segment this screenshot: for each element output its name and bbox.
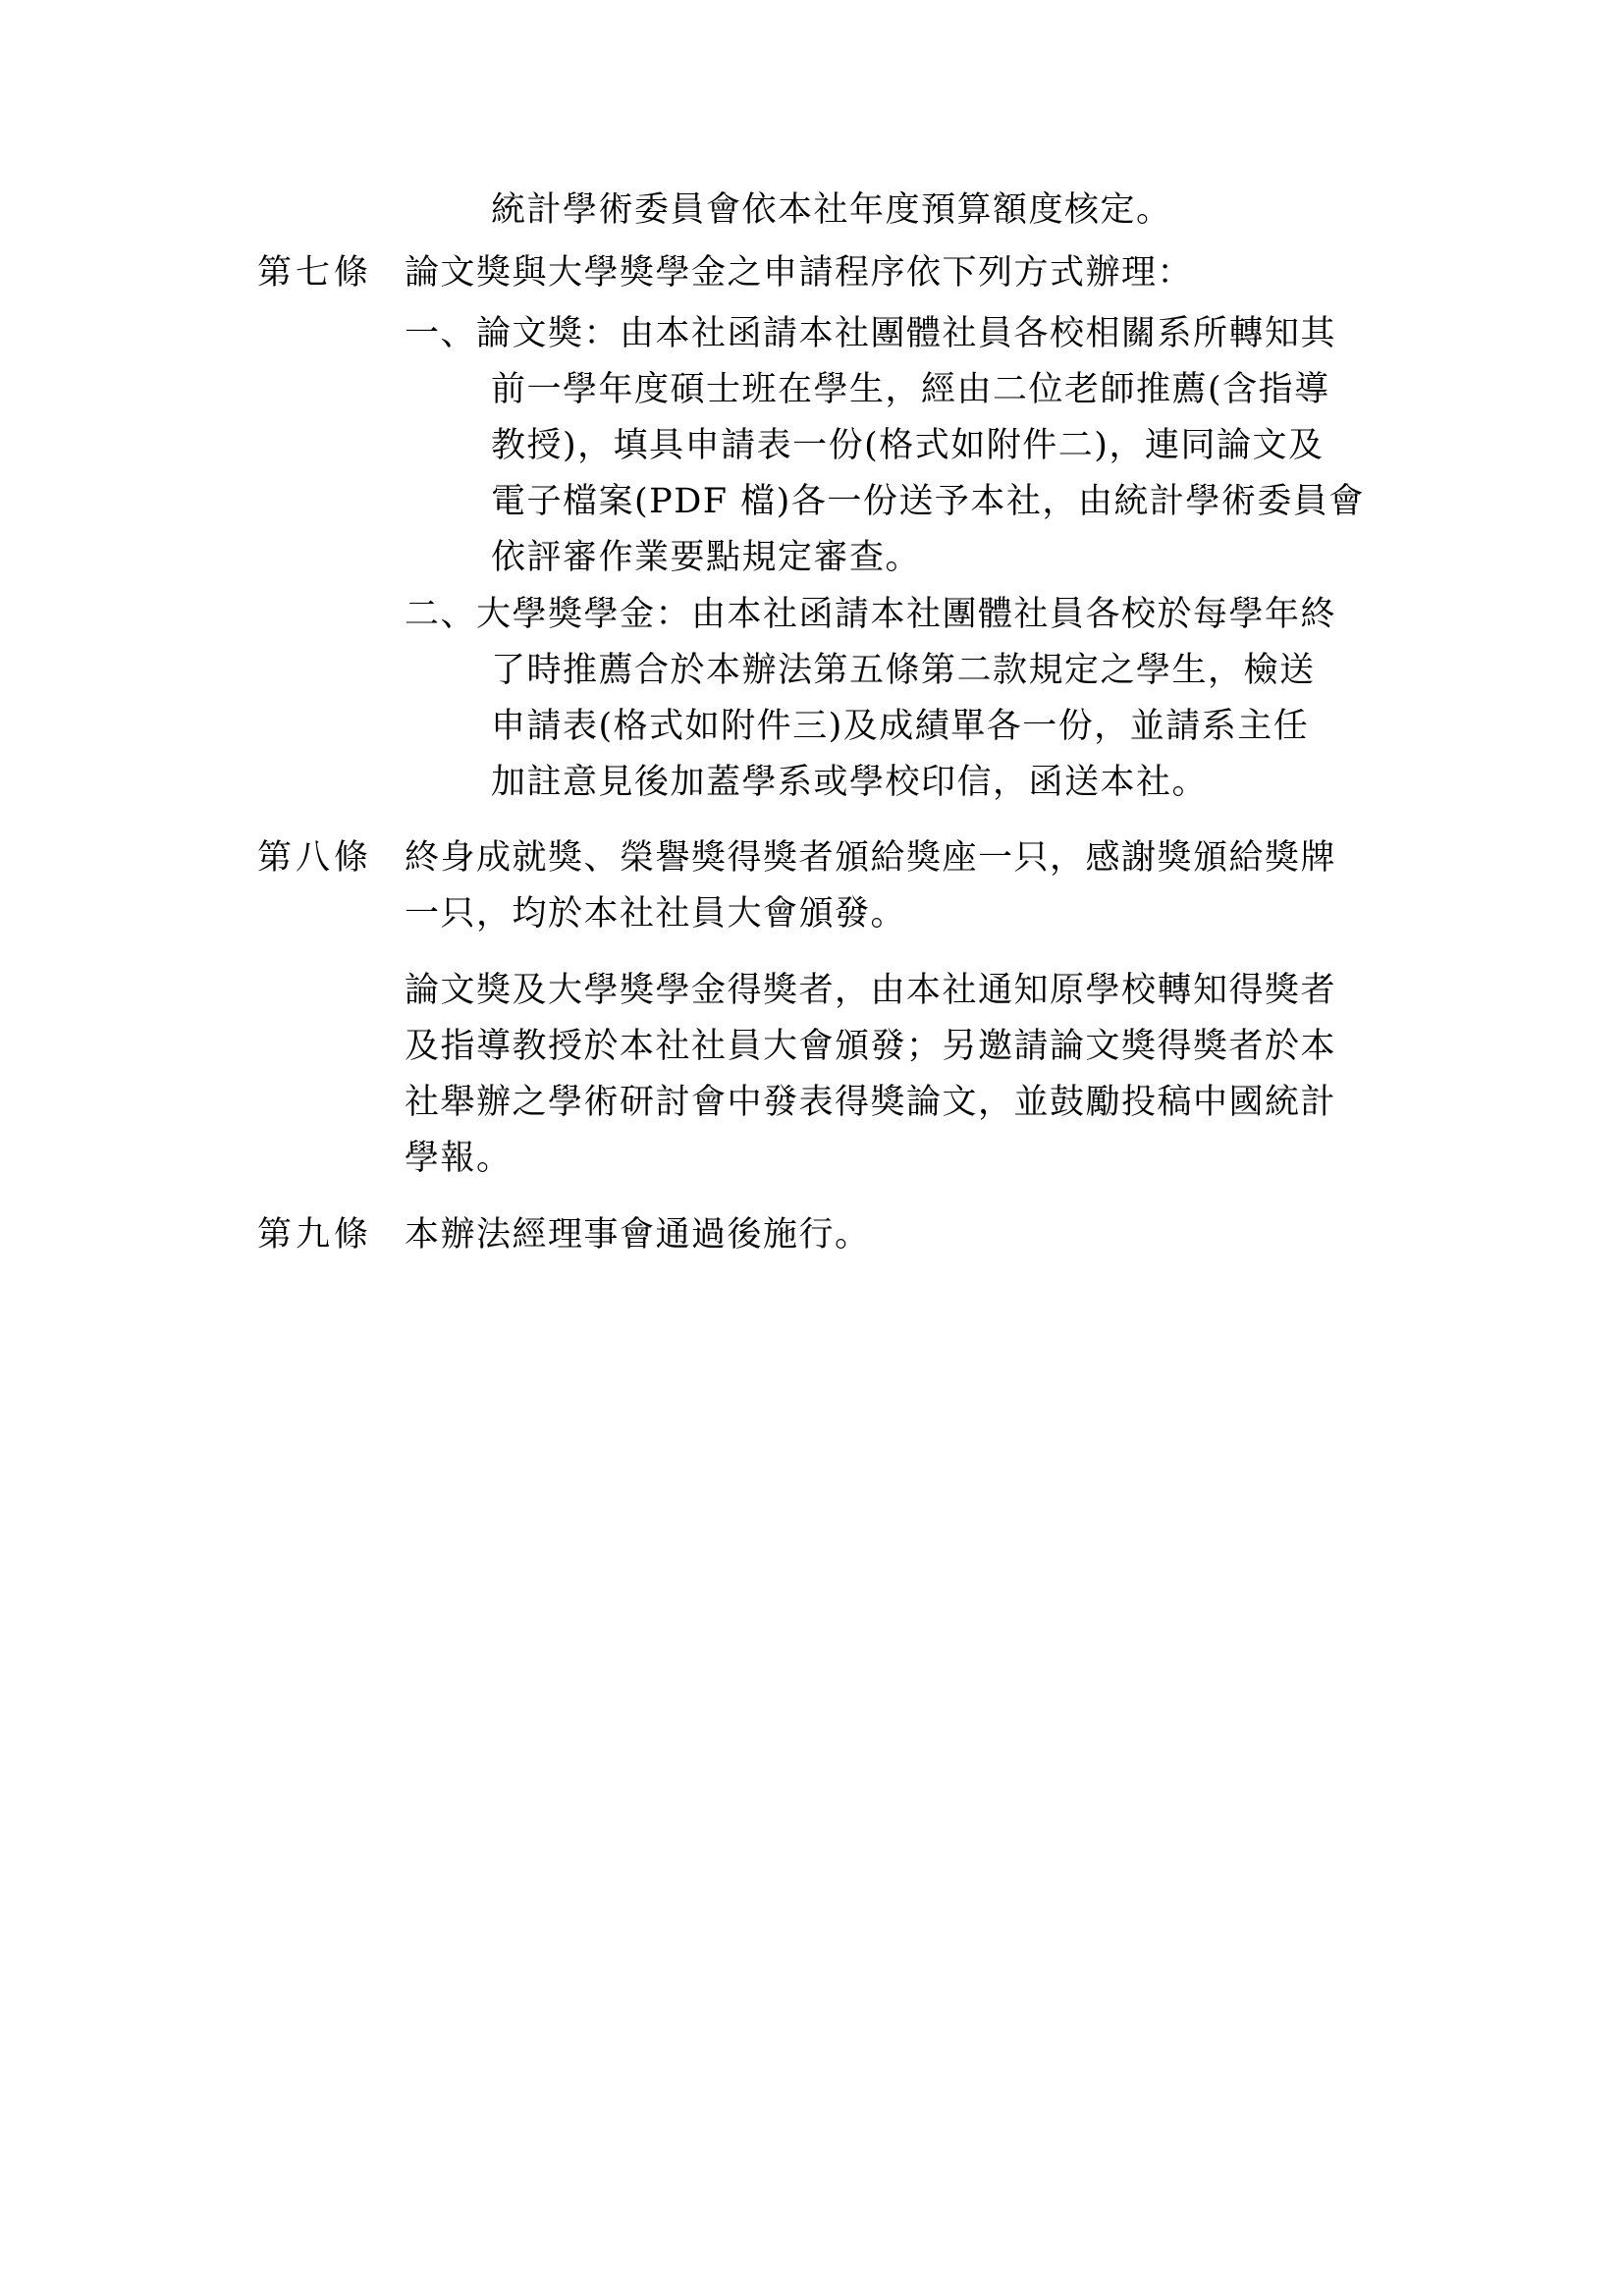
article-9-label: 第九條 bbox=[257, 1215, 373, 1255]
article-7-item-1-line: 依評審作業要點規定審查。 bbox=[491, 538, 922, 577]
article-9-line: 本辦法經理事會通過後施行。 bbox=[405, 1215, 871, 1255]
article-8-para-2-line: 及指導教授於本社社員大會頒發；另邀請論文獎得獎者於本 bbox=[405, 1027, 1337, 1066]
article-8-para-1-line: 一只，均於本社社員大會頒發。 bbox=[405, 894, 907, 934]
article-7-item-2-line: 了時推薦合於本辦法第五條第二款規定之學生，檢送 bbox=[491, 651, 1316, 690]
article-7-item-2-line: 申請表(格式如附件三)及成績單各一份，並請系主任 bbox=[491, 707, 1310, 746]
article-7-intro: 論文獎與大學獎學金之申請程序依下列方式辦理： bbox=[405, 253, 1194, 293]
article-8-para-2-line: 社舉辦之學術研討會中發表得獎論文，並鼓勵投稿中國統計 bbox=[405, 1083, 1337, 1122]
article-7-item-1-line: 一、論文獎：由本社函請本社團體社員各校相關系所轉知其 bbox=[405, 314, 1337, 353]
article-7-item-1-line: 教授)，填具申請表一份(格式如附件二)，連同論文及 bbox=[491, 426, 1325, 465]
article-8-label: 第八條 bbox=[257, 838, 373, 878]
continuation-line: 統計學術委員會依本社年度預算額度核定。 bbox=[491, 190, 1172, 230]
article-8-para-1-line: 終身成就獎、榮譽獎得獎者頒給獎座一只，感謝獎頒給獎牌 bbox=[405, 838, 1337, 878]
article-7-item-2-line: 二、大學獎學金：由本社函請本社團體社員各校於每學年終 bbox=[405, 595, 1337, 634]
article-8-para-2-line: 論文獎及大學獎學金得獎者，由本社通知原學校轉知得獎者 bbox=[405, 971, 1337, 1010]
article-8-para-2-line: 學報。 bbox=[405, 1139, 513, 1178]
article-7-label: 第七條 bbox=[257, 253, 373, 293]
article-7-item-1-line: 電子檔案(PDF 檔)各一份送予本社，由統計學術委員會 bbox=[491, 482, 1365, 521]
article-7-item-1-line: 前一學年度碩士班在學生，經由二位老師推薦(含指導 bbox=[491, 370, 1330, 409]
article-7-item-2-line: 加註意見後加蓋學系或學校印信，函送本社。 bbox=[491, 763, 1209, 802]
